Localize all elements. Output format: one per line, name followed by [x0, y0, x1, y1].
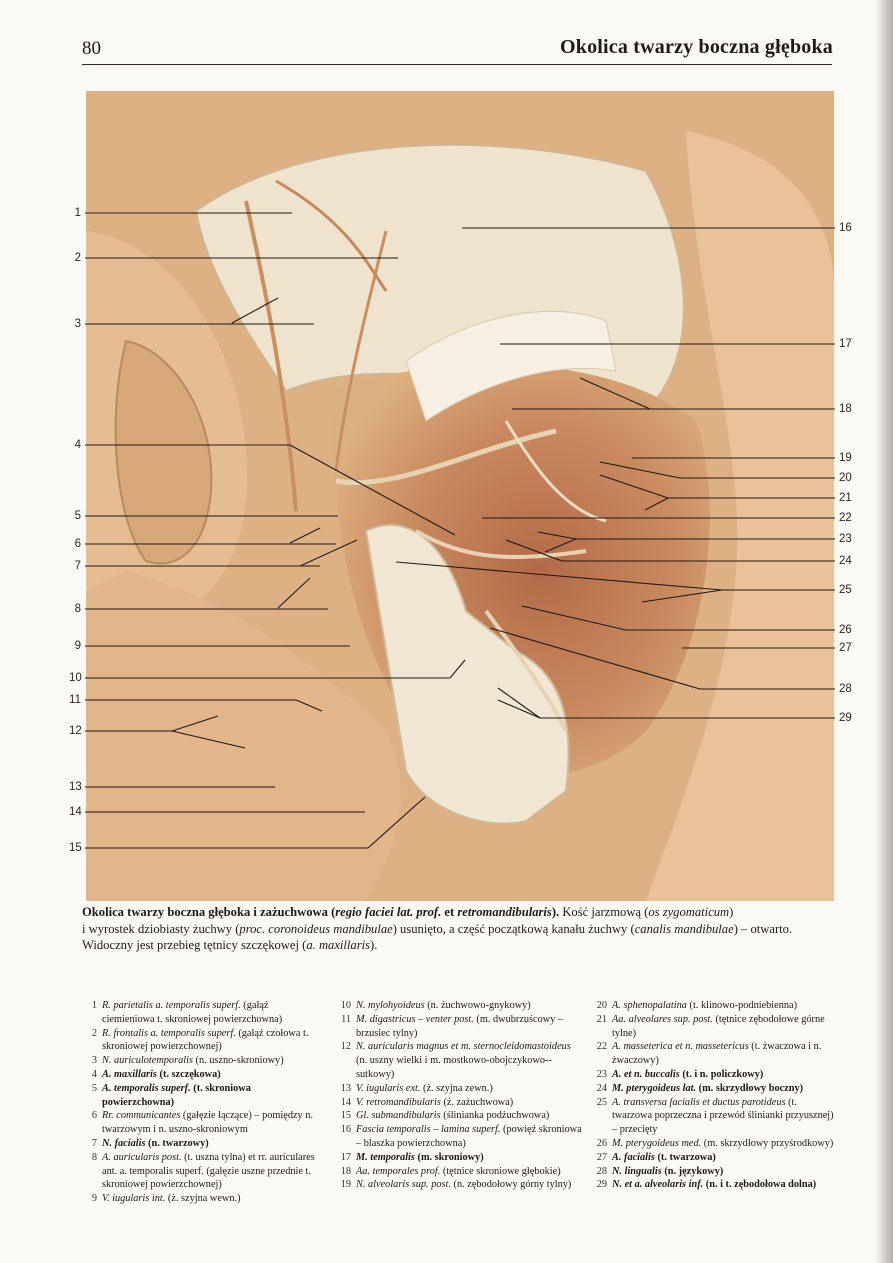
legend-number: 10: [340, 1000, 351, 1011]
legend-number: 12: [340, 1041, 351, 1053]
legend-text: [102, 1109, 322, 1137]
legend-item: [336, 1013, 582, 1041]
legend-latin: A. et n. buccalis: [612, 1068, 680, 1080]
legend-polish: (ż. szyjna wewn.): [165, 1193, 241, 1205]
figure-caption: [82, 904, 834, 954]
caption-title: Okolica twarzy boczna głęboka i zażuchwowa: [82, 905, 328, 919]
legend-item: [592, 1151, 834, 1165]
legend-text: [356, 1040, 582, 1081]
legend-number: 17: [340, 1151, 351, 1163]
legend-latin: V. retromandibularis: [356, 1096, 441, 1108]
legend-polish: (n. i t. zębodołowa dolna): [703, 1179, 817, 1191]
legend-polish: (tętnice skroniowe głębokie): [440, 1165, 561, 1177]
legend-text: [612, 1013, 834, 1041]
label-29: 29: [839, 712, 852, 724]
label-19: 19: [839, 452, 852, 464]
label-17: 17: [839, 338, 852, 350]
label-6: 6: [74, 538, 81, 550]
legend-text: [356, 1178, 582, 1192]
caption-latin: retromandibularis: [457, 905, 552, 919]
legend-item: [336, 1082, 582, 1096]
legend-text: [612, 1165, 834, 1179]
legend-text: [356, 999, 582, 1013]
legend-item: [592, 1165, 834, 1179]
legend-number: 6: [91, 1110, 97, 1122]
label-7: 7: [74, 560, 81, 572]
legend-polish: (n. uszno-skroniowy): [192, 1055, 284, 1067]
label-15: 15: [69, 842, 82, 854]
label-9: 9: [74, 640, 81, 652]
legend-polish: (ż. szyjna zewn.): [420, 1082, 493, 1094]
legend-latin: M. pterygoideus med.: [612, 1137, 702, 1149]
label-8: 8: [74, 603, 81, 615]
legend-text: [612, 1096, 834, 1137]
label-18: 18: [839, 403, 852, 415]
legend-latin: R. frontalis a. temporalis superf.: [102, 1027, 236, 1039]
legend-polish: (gałąź czołowa t. skroniowej powierzchownej): [102, 1027, 309, 1053]
legend-number: 9: [91, 1193, 97, 1205]
legend-text: [102, 1054, 322, 1068]
legend-polish: (powięź skroniowa – blaszka powierzchowna): [356, 1124, 582, 1149]
label-20: 20: [839, 472, 852, 484]
legend-latin: N. auricularis magnus et m. sternocleidomastoideus: [356, 1041, 571, 1053]
legend-latin: A. auricularis post.: [102, 1151, 182, 1163]
label-13: 13: [69, 781, 82, 793]
legend-latin: M. digastricus – venter post.: [356, 1013, 474, 1025]
legend-item: [82, 1137, 322, 1151]
legend-polish: (gałąź ciemieniowa t. skroniowej powierzchowna): [102, 1000, 283, 1025]
page-number: 80: [82, 38, 101, 59]
legend-polish: (m. skroniowy): [414, 1151, 484, 1163]
legend-latin: N. mylohyoideus: [356, 1000, 425, 1011]
legend-latin: Aa. temporales prof.: [356, 1165, 441, 1177]
label-5: 5: [74, 510, 81, 522]
label-14: 14: [69, 806, 82, 818]
legend-text: [102, 1137, 322, 1151]
legend-latin: A. maxillaris: [102, 1068, 157, 1080]
legend-item: [592, 1082, 834, 1096]
legend-column-3: [592, 999, 834, 1192]
caption-latin: canalis mandibulae: [634, 921, 734, 936]
legend-text: [612, 1137, 834, 1151]
label-10: 10: [69, 672, 82, 684]
legend-number: 18: [340, 1165, 351, 1177]
legend-item: [82, 999, 322, 1027]
legend-text: [356, 1096, 582, 1110]
legend-item: [336, 1096, 582, 1110]
legend-polish: (m. dwubrzuścowy – brzusiec tylny): [356, 1013, 564, 1039]
legend-polish: (gałęzie łączące) – pomiędzy n. twarzowym i n. uszno-skroniowym: [102, 1110, 313, 1136]
legend-number: 20: [596, 1000, 607, 1011]
label-23: 23: [839, 533, 852, 545]
legend-item: [336, 1109, 582, 1123]
legend-latin: Gl. submandibularis: [356, 1110, 441, 1122]
legend-number: 27: [596, 1151, 607, 1163]
legend-text: [612, 1178, 834, 1192]
caption-text: (: [327, 905, 336, 919]
label-1: 1: [74, 207, 81, 219]
legend-text: [356, 1109, 582, 1123]
legend-number: 8: [91, 1151, 97, 1163]
legend-latin: N. lingualis: [612, 1165, 662, 1177]
legend-text: [612, 1040, 834, 1068]
label-21: 21: [839, 492, 852, 504]
legend-latin: Rr. communicantes: [102, 1110, 181, 1122]
label-11: 11: [69, 694, 81, 706]
legend-polish: (t. i n. policzkowy): [679, 1068, 764, 1080]
legend-item: [82, 1109, 322, 1137]
legend-latin: N. alveolaris sup. post.: [356, 1179, 451, 1191]
legend-item: [592, 1096, 834, 1137]
legend-item: [592, 1013, 834, 1041]
legend-number: 13: [340, 1082, 351, 1094]
legend-item: [336, 1165, 582, 1179]
legend-number: 7: [91, 1137, 97, 1149]
legend-polish: (n. twarzowy): [145, 1137, 209, 1149]
label-4: 4: [74, 439, 81, 451]
legend-number: 1: [91, 1000, 97, 1011]
legend-number: 19: [340, 1179, 351, 1191]
legend-latin: R. parietalis a. temporalis superf.: [102, 1000, 241, 1011]
legend-number: 21: [596, 1013, 607, 1025]
legend-text: [102, 1027, 322, 1055]
legend-number: 15: [340, 1110, 351, 1122]
caption-latin: os zygomaticum: [648, 905, 730, 919]
legend-number: 29: [596, 1179, 607, 1191]
legend-latin: V. iugularis int.: [102, 1193, 166, 1205]
legend-latin: A. masseterica et n. massetericus: [612, 1041, 749, 1053]
legend-text: [612, 1151, 834, 1165]
legend-polish: (m. skrzydłowy przyśrodkowy): [701, 1137, 834, 1149]
legend-number: 24: [596, 1082, 607, 1094]
legend-text: [356, 1013, 582, 1041]
legend-polish: (ż. zażuchwowa): [440, 1096, 514, 1108]
label-3: 3: [74, 318, 81, 330]
legend-item: [336, 999, 582, 1013]
legend-text: [356, 1082, 582, 1096]
legend-latin: V. iugularis ext.: [356, 1082, 421, 1094]
legend-text: [356, 1123, 582, 1151]
legend-column-2: [336, 999, 582, 1192]
legend-number: 11: [341, 1013, 351, 1025]
legend-latin: M. pterygoideus lat.: [612, 1082, 697, 1094]
legend-item: [82, 1054, 322, 1068]
legend-polish: (t. uszna tylna) et rr. auriculares ant. a. temporalis superf. (gałęzie uszne przednie t. skroniowej powierzchownej): [102, 1151, 315, 1191]
legend-polish: (t. szczękowa): [156, 1068, 221, 1080]
caption-text: ): [729, 905, 734, 919]
legend-item: [592, 1178, 834, 1192]
label-12: 12: [69, 725, 82, 737]
label-25: 25: [839, 584, 852, 596]
caption-text: i wyrostek dziobiasty żuchwy (: [82, 921, 240, 936]
legend-item: [592, 1137, 834, 1151]
legend-latin: N. auriculotemporalis: [102, 1055, 193, 1067]
legend-polish: (t. żwaczowa i n. żwaczowy): [612, 1041, 822, 1067]
legend-latin: A. facialis: [612, 1151, 655, 1163]
legend-item: [592, 1040, 834, 1068]
caption-text: ) usunięto, a część początkową kanału żuchwy (: [392, 921, 635, 936]
legend-polish: (tętnice zębodołowe górne tylne): [612, 1013, 825, 1039]
caption-latin: regio faciei lat. prof.: [335, 905, 442, 919]
legend-item: [82, 1151, 322, 1192]
legend-number: 25: [596, 1096, 607, 1108]
label-27: 27: [839, 642, 852, 654]
legend-latin: A. temporalis superf.: [102, 1082, 191, 1094]
caption-text: ) – otwarto.: [733, 921, 793, 936]
legend-number: 22: [596, 1041, 607, 1053]
legend-polish: (t. twarzowa poprzeczna i przewód ślinianki przyusznej) – przecięty: [612, 1096, 834, 1136]
caption-text: et: [441, 905, 458, 919]
legend-latin: Fascia temporalis – lamina superf.: [356, 1124, 501, 1136]
header-title: Okolica twarzy boczna głęboka: [559, 36, 833, 58]
legend-item: [82, 1027, 322, 1055]
caption-text: Kość jarzmową (: [559, 905, 649, 919]
label-16: 16: [839, 222, 852, 234]
legend-item: [82, 1082, 322, 1110]
legend-text: [102, 1151, 322, 1192]
legend-text: [102, 1068, 322, 1082]
label-2: 2: [74, 252, 81, 264]
legend-item: [592, 1068, 834, 1082]
legend-text: [356, 1165, 582, 1179]
legend-polish: (m. skrzydłowy boczny): [696, 1082, 804, 1094]
caption-latin: proc. coronoideus mandibulae: [239, 921, 393, 936]
legend-column-1: [82, 999, 322, 1206]
legend-polish: (n. językowy): [661, 1165, 724, 1177]
caption-text: ).: [370, 938, 378, 953]
legend-item: [82, 1192, 322, 1206]
label-26: 26: [839, 624, 852, 636]
legend-polish: (ślinianka podżuchwowa): [440, 1110, 550, 1122]
legend-text: [102, 1192, 322, 1206]
legend-latin: A. sphenopalatina: [612, 1000, 687, 1011]
legend-item: [592, 999, 834, 1013]
legend-number: 2: [91, 1027, 97, 1039]
legend-text: [102, 1082, 322, 1110]
legend-number: 3: [91, 1055, 97, 1067]
legend-polish: (n. uszny wielki i m. mostkowo-obojczykowo--sutkowy): [356, 1055, 552, 1080]
legend-number: 16: [340, 1124, 351, 1136]
legend-latin: N. facialis: [102, 1137, 146, 1149]
legend-item: [82, 1068, 322, 1082]
legend-text: [356, 1151, 582, 1165]
legend-number: 4: [91, 1068, 97, 1080]
legend-text: [102, 999, 322, 1027]
legend-latin: M. temporalis: [356, 1151, 415, 1163]
legend-text: [612, 1068, 834, 1082]
legend-item: [336, 1040, 582, 1081]
legend-polish: (n. zębodołowy górny tylny): [450, 1179, 572, 1191]
label-28: 28: [839, 683, 852, 695]
caption-text: Widoczny jest przebieg tętnicy szczękowej (: [82, 938, 307, 953]
label-24: 24: [839, 555, 852, 567]
legend-polish: (t. skroniowa powierzchowna): [102, 1082, 251, 1108]
legend-text: [612, 999, 834, 1013]
legend-number: 23: [596, 1068, 607, 1080]
legend-latin: Aa. alveolares sup. post.: [612, 1013, 713, 1025]
legend-number: 28: [596, 1165, 607, 1177]
legend-latin: N. et a. alveolaris inf.: [612, 1179, 704, 1191]
caption-text: ).: [551, 905, 560, 919]
legend-polish: (t. klinowo-podniebienna): [686, 1000, 798, 1011]
label-22: 22: [839, 512, 852, 524]
caption-latin: a. maxillaris: [306, 938, 371, 953]
legend-number: 14: [340, 1096, 351, 1108]
legend-item: [336, 1123, 582, 1151]
legend-number: 5: [91, 1082, 97, 1094]
legend-latin: A. transversa facialis et ductus parotideus: [612, 1096, 786, 1108]
legend-number: 26: [596, 1137, 607, 1149]
legend-polish: (t. twarzowa): [654, 1151, 716, 1163]
legend-polish: (n. żuchwowo-gnykowy): [424, 1000, 531, 1011]
legend-item: [336, 1178, 582, 1192]
legend-item: [336, 1151, 582, 1165]
legend-text: [612, 1082, 834, 1096]
